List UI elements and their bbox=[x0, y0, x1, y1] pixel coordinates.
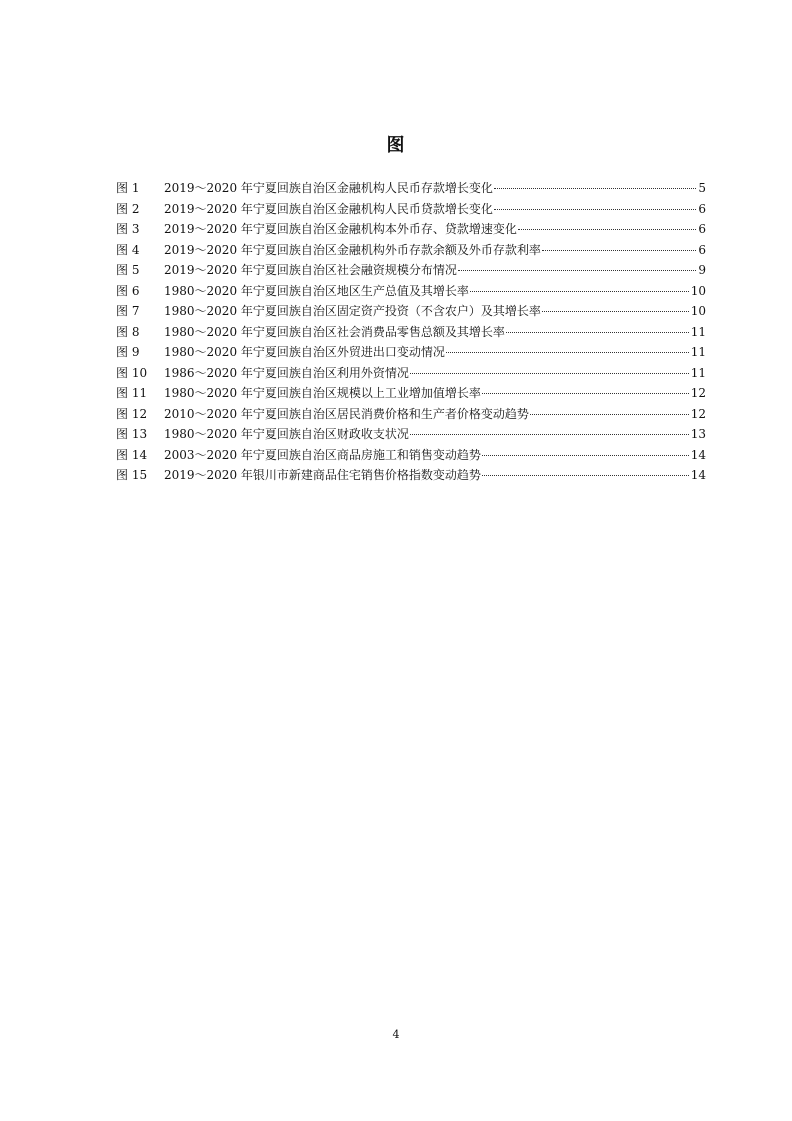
dot-leader bbox=[470, 291, 689, 292]
figure-label: 图 2 bbox=[116, 201, 140, 216]
figure-page-number: 13 bbox=[690, 427, 706, 441]
dot-leader bbox=[518, 229, 696, 230]
toc-entry[interactable] bbox=[116, 199, 706, 220]
figure-title: 1980～2020 年宁夏回族自治区固定资产投资（不含农户）及其增长率 bbox=[164, 304, 541, 318]
toc-entry[interactable] bbox=[116, 363, 706, 384]
toc-entry[interactable] bbox=[116, 383, 706, 404]
figure-page-number: 6 bbox=[698, 201, 706, 216]
figure-title: 2019～2020 年宁夏回族自治区金融机构人民币贷款增长变化 bbox=[164, 201, 493, 216]
dot-leader bbox=[458, 270, 696, 271]
figure-page-number: 9 bbox=[698, 263, 706, 277]
page-footer-number: 4 bbox=[392, 1028, 400, 1041]
figure-label: 图 7 bbox=[116, 304, 140, 318]
figure-page-number: 6 bbox=[698, 222, 706, 236]
dot-leader bbox=[410, 434, 689, 435]
dot-leader bbox=[494, 209, 696, 210]
figure-label: 图 12 bbox=[116, 406, 148, 421]
toc-entry[interactable] bbox=[116, 219, 706, 240]
toc-entry[interactable] bbox=[116, 260, 706, 281]
figure-title: 2019～2020 年宁夏回族自治区社会融资规模分布情况 bbox=[164, 263, 457, 277]
figure-label: 图 1 bbox=[116, 181, 140, 195]
figure-label: 图 8 bbox=[116, 324, 140, 339]
dot-leader bbox=[482, 393, 689, 394]
dot-leader bbox=[542, 250, 696, 251]
figure-title: 2019～2020 年宁夏回族自治区金融机构人民币存款增长变化 bbox=[164, 181, 493, 195]
dot-leader bbox=[494, 188, 696, 189]
dot-leader bbox=[482, 455, 689, 456]
figure-page-number: 11 bbox=[690, 365, 706, 380]
figure-page-number: 6 bbox=[698, 242, 706, 257]
figure-page-number: 10 bbox=[690, 283, 706, 298]
toc-entry[interactable] bbox=[116, 178, 706, 199]
figure-label: 图 15 bbox=[116, 468, 148, 482]
figure-title: 2019～2020 年宁夏回族自治区金融机构本外币存、贷款增速变化 bbox=[164, 222, 517, 236]
figure-page-number: 5 bbox=[698, 181, 706, 195]
figure-label: 图 6 bbox=[116, 283, 140, 298]
figure-label: 图 9 bbox=[116, 345, 140, 359]
figure-page-number: 10 bbox=[690, 304, 706, 318]
figure-title: 2019～2020 年宁夏回族自治区金融机构外币存款余额及外币存款利率 bbox=[164, 242, 541, 257]
figure-title: 1986～2020 年宁夏回族自治区利用外资情况 bbox=[164, 365, 409, 380]
figure-page-number: 11 bbox=[690, 324, 706, 339]
toc-entry[interactable] bbox=[116, 240, 706, 261]
figure-title: 1980～2020 年宁夏回族自治区财政收支状况 bbox=[164, 427, 409, 441]
figure-title: 1980～2020 年宁夏回族自治区社会消费品零售总额及其增长率 bbox=[164, 324, 505, 339]
dot-leader bbox=[506, 332, 689, 333]
figure-label: 图 14 bbox=[116, 447, 148, 462]
figure-page-number: 14 bbox=[690, 447, 706, 462]
toc-entry[interactable] bbox=[116, 342, 706, 363]
figure-label: 图 3 bbox=[116, 222, 140, 236]
figure-page-number: 14 bbox=[690, 468, 706, 482]
toc-entry[interactable] bbox=[116, 322, 706, 343]
dot-leader bbox=[482, 475, 689, 476]
figure-title: 2019～2020 年银川市新建商品住宅销售价格指数变动趋势 bbox=[164, 468, 481, 482]
toc-entry[interactable] bbox=[116, 445, 706, 466]
figure-title: 2010～2020 年宁夏回族自治区居民消费价格和生产者价格变动趋势 bbox=[164, 406, 529, 421]
figure-label: 图 11 bbox=[116, 386, 148, 400]
page-title: 图 bbox=[386, 135, 406, 156]
toc-entry[interactable] bbox=[116, 281, 706, 302]
toc-entry[interactable] bbox=[116, 424, 706, 445]
figure-page-number: 12 bbox=[690, 386, 706, 400]
dot-leader bbox=[410, 373, 689, 374]
figure-title: 1980～2020 年宁夏回族自治区规模以上工业增加值增长率 bbox=[164, 386, 481, 400]
dot-leader bbox=[542, 311, 689, 312]
dot-leader bbox=[446, 352, 689, 353]
figure-title: 1980～2020 年宁夏回族自治区外贸进出口变动情况 bbox=[164, 345, 445, 359]
toc-entry[interactable] bbox=[116, 301, 706, 322]
figure-list bbox=[116, 178, 706, 486]
figure-label: 图 4 bbox=[116, 242, 140, 257]
figure-title: 1980～2020 年宁夏回族自治区地区生产总值及其增长率 bbox=[164, 283, 469, 298]
dot-leader bbox=[530, 414, 689, 415]
figure-label: 图 13 bbox=[116, 427, 148, 441]
figure-label: 图 5 bbox=[116, 263, 140, 277]
toc-entry[interactable] bbox=[116, 465, 706, 486]
figure-page-number: 12 bbox=[690, 406, 706, 421]
figure-label: 图 10 bbox=[116, 365, 148, 380]
figure-page-number: 11 bbox=[690, 345, 706, 359]
toc-entry[interactable] bbox=[116, 404, 706, 425]
figure-title: 2003～2020 年宁夏回族自治区商品房施工和销售变动趋势 bbox=[164, 447, 481, 462]
